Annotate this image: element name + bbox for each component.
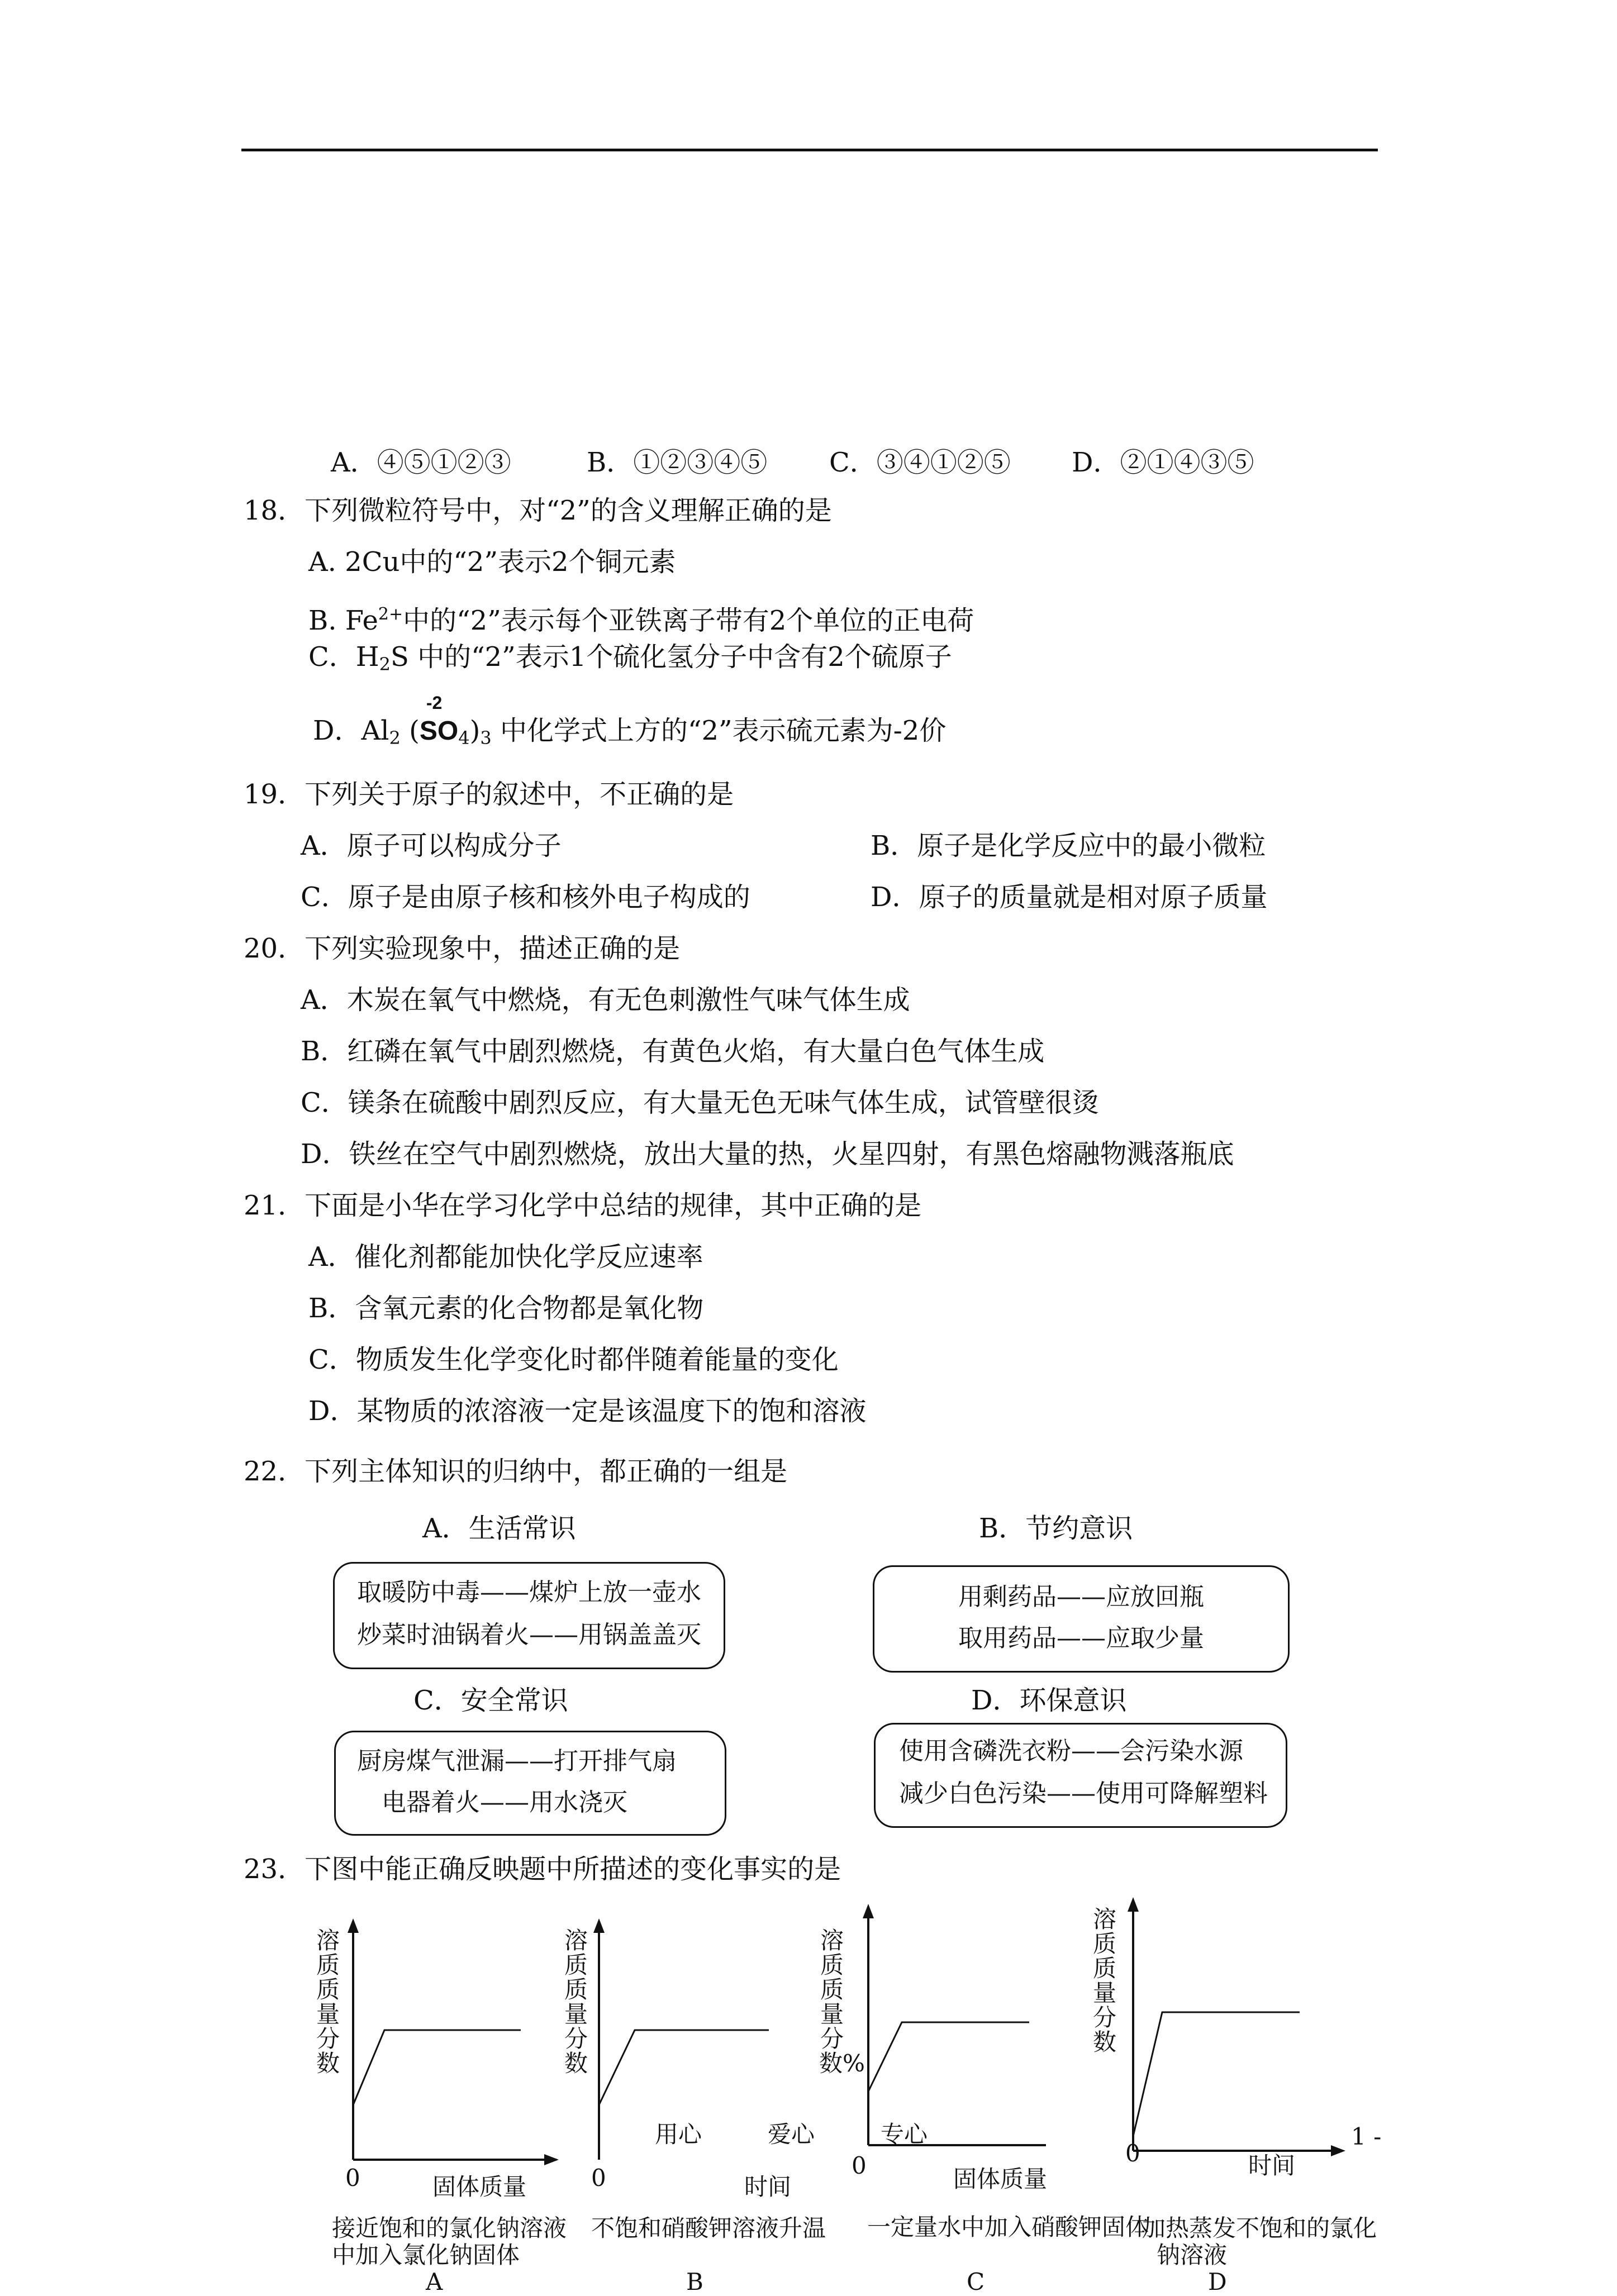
q22-b-title: B．节约意识: [979, 1513, 1133, 1544]
graph-c-y-arrow: [863, 1904, 874, 1918]
q20-option-c: C．镁条在硫酸中剧烈反应，有大量无色无味气体生成，试管壁很烫: [301, 1087, 1099, 1118]
q22-d-line1: 使用含磷洗衣粉——会污染水源: [899, 1737, 1243, 1765]
q21-option-b: B．含氧元素的化合物都是氧化物: [308, 1293, 704, 1324]
q22-stem: 22．下列主体知识的归纳中，都正确的一组是: [244, 1456, 788, 1487]
q22-d-box: [874, 1723, 1287, 1828]
graph-b-y-arrow: [593, 1918, 605, 1933]
q20-option-d: D．铁丝在空气中剧烈燃烧，放出大量的热，火星四射，有黑色熔融物溅落瓶底: [301, 1139, 1234, 1170]
q22-b-line2: 取用药品——应取少量: [958, 1624, 1204, 1652]
q20-option-b: B．红磷在氧气中剧烈燃烧，有黄色火焰，有大量白色气体生成: [301, 1036, 1045, 1067]
graph-d-y-arrow: [1128, 1897, 1139, 1912]
q22-d-line2: 减少白色污染——使用可降解塑料: [899, 1779, 1268, 1808]
q18-option-d: D．$Al_2$ ( -2 $SO_4)_3$ 中化学式上方的“2”表示硫元素为-2价: [313, 693, 947, 749]
q21-option-d: D．某物质的浓溶液一定是该温度下的饱和溶液: [308, 1395, 867, 1427]
q22-a-box: [333, 1562, 725, 1669]
graph-b-xlabel: 时间: [744, 2173, 792, 2200]
graph-c-letter: C: [967, 2268, 985, 2295]
q18-option-b: B. $Fe^{2+}$中的“2”表示每个亚铁离子带有2个单位的正电荷: [308, 604, 974, 636]
graph-c-axes: [868, 1915, 1046, 2145]
graph-a-xlabel: 固体质量: [432, 2173, 527, 2200]
graph-d-x-arrow: [1331, 2145, 1345, 2156]
graph-b-caption-1: 不饱和硝酸钾溶液升温: [591, 2214, 826, 2242]
q19-option-b: B．原子是化学反应中的最小微粒: [871, 830, 1266, 861]
graph-a: [335, 1916, 559, 2162]
q17-option-d: D．②①④③⑤: [1072, 447, 1254, 478]
q18-stem: 18．下列微粒符号中，对“2”的含义理解正确的是: [244, 495, 832, 526]
q22-c-line1: 厨房煤气泄漏——打开排气扇: [357, 1747, 677, 1775]
q21-option-c: C．物质发生化学变化时都伴随着能量的变化: [308, 1344, 839, 1375]
graph-c: [850, 1902, 1074, 2147]
q18-option-a: A. 2Cu中的“2”表示2个铜元素: [308, 546, 676, 578]
graph-a-axes: [353, 1930, 557, 2160]
page-marker: 1 -: [1351, 2123, 1382, 2150]
q17-option-a: A．④⑤①②③: [331, 447, 511, 478]
q19-stem: 19．下列关于原子的叙述中，不正确的是: [244, 779, 734, 810]
q22-b-line1: 用剩药品——应放回瓶: [958, 1583, 1204, 1611]
q22-c-line2: 电器着火——用水浇灭: [382, 1788, 627, 1817]
graph-c-caption-1: 一定量水中加入硝酸钾固体: [867, 2213, 1149, 2241]
graph-d-caption-2: 钠溶液: [1157, 2241, 1228, 2269]
q20-stem: 20．下列实验现象中，描述正确的是: [244, 933, 681, 964]
header-rule: [241, 149, 1378, 151]
q22-b-box: [873, 1565, 1290, 1673]
overlay-text-2: 爱心: [768, 2121, 815, 2148]
graph-c-origin: 0: [852, 2152, 867, 2179]
graph-d-letter: D: [1208, 2268, 1227, 2295]
graph-a-curve: [353, 2030, 521, 2105]
graph-a-origin: 0: [345, 2164, 360, 2192]
q19-option-d: D．原子的质量就是相对原子质量: [871, 882, 1268, 913]
q21-option-a: A．催化剂都能加快化学反应速率: [308, 1241, 703, 1273]
q22-d-title: D．环保意识: [971, 1685, 1127, 1716]
graph-d-axes: [1133, 1908, 1341, 2151]
q19-option-a: A．原子可以构成分子: [301, 830, 562, 861]
valence-mark: -2: [426, 693, 443, 713]
graph-d-origin: 0: [1125, 2140, 1140, 2167]
q20-option-a: A．木炭在氧气中燃烧，有无色刺激性气味气体生成: [301, 984, 910, 1016]
q17-option-c: C．③④①②⑤: [829, 447, 1011, 478]
graph-b-origin: 0: [591, 2164, 606, 2192]
q21-stem: 21．下面是小华在学习化学中总结的规律，其中正确的是: [244, 1190, 922, 1221]
graph-d-curve: [1133, 2012, 1300, 2136]
graph-a-letter: A: [426, 2268, 443, 2295]
graph-d-caption-1: 加热蒸发不饱和的氯化: [1142, 2214, 1377, 2242]
q22-c-box: [334, 1731, 726, 1836]
q18-option-c: C．$H_2S$ 中的“2”表示1个硫化氢分子中含有2个硫原子: [308, 641, 952, 675]
graph-d-xlabel: 时间: [1248, 2152, 1296, 2179]
graph-a-caption-1: 接近饱和的氯化钠溶液: [332, 2214, 567, 2242]
overlay-text-1: 用心: [655, 2121, 702, 2148]
graph-c-xlabel: 固体质量: [953, 2165, 1048, 2193]
graph-c-curve: [868, 2022, 1029, 2092]
q22-a-line2: 炒菜时油锅着火——用锅盖盖灭: [357, 1621, 701, 1649]
graph-b-ylabel: 溶质质量分数: [564, 1927, 588, 2077]
q22-a-line1: 取暖防中毒——煤炉上放一壶水: [357, 1578, 701, 1607]
graph-c-ylabel: 溶质质量分数%: [819, 1927, 865, 2077]
graph-a-x-arrow: [544, 2154, 559, 2165]
graph-b-curve: [599, 2030, 769, 2105]
graph-a-caption-2: 中加入氯化钠固体: [332, 2241, 520, 2269]
q17-option-b: B．①②③④⑤: [587, 447, 768, 478]
overlay-text-3: 专心: [881, 2121, 928, 2148]
graph-d-ylabel: 溶质质量分数: [1092, 1906, 1116, 2056]
graph-d: [1117, 1895, 1363, 2141]
graph-a-ylabel: 溶质质量分数: [316, 1927, 340, 2077]
q22-c-title: C．安全常识: [413, 1685, 568, 1716]
q19-option-c: C．原子是由原子核和核外电子构成的: [301, 882, 750, 913]
graph-a-y-arrow: [348, 1918, 359, 1933]
q22-a-title: A．生活常识: [422, 1513, 576, 1544]
q23-stem: 23．下图中能正确反映题中所描述的变化事实的是: [244, 1854, 841, 1885]
graph-b-letter: B: [686, 2268, 703, 2295]
